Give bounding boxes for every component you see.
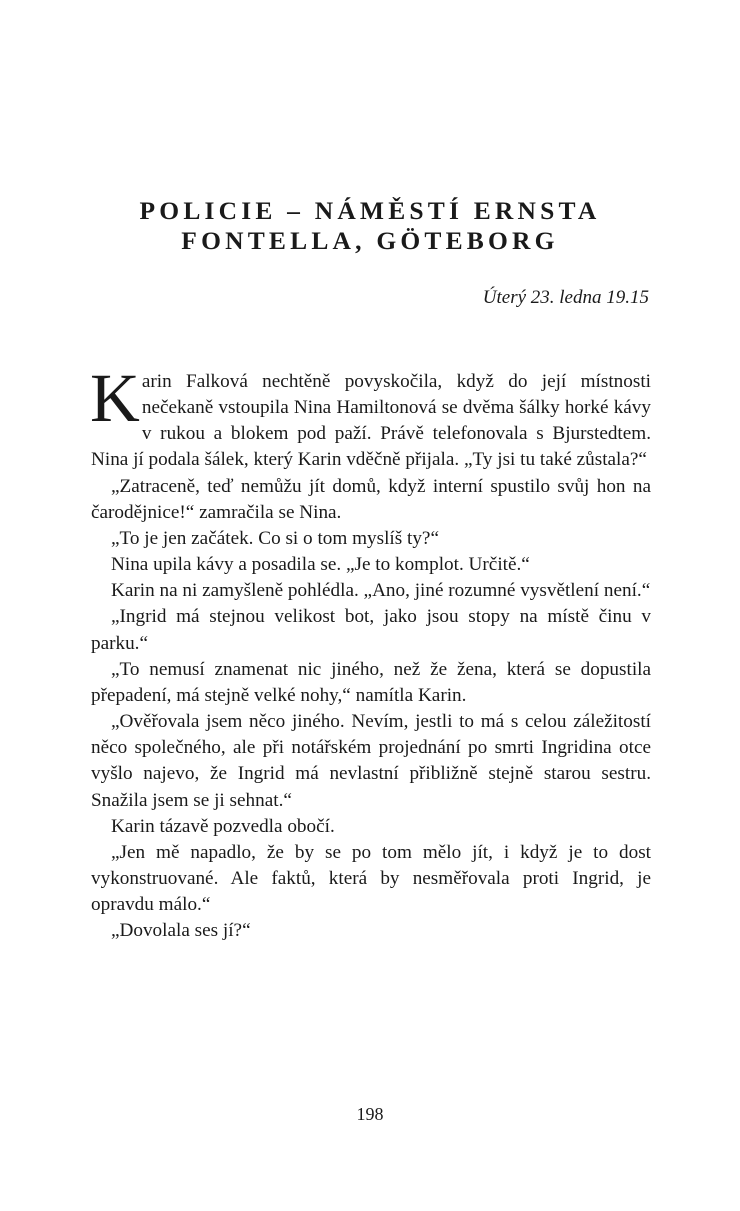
paragraph-1-text: arin Falková nechtěně povyskočila, když do její místnosti nečekaně vstoupila Nina Hamiltonová se dvěma šálky horké kávy v rukou a blokem pod paží. Právě telefonovala s Bjurstedtem. Nina jí podala šálek, který Karin vděčně přijala. „Ty jsi tu také zůstala?“ bbox=[91, 371, 651, 471]
chapter-title-line-1: POLICIE – NÁMĚSTÍ ERNSTA bbox=[139, 196, 601, 225]
paragraph-6: „Ingrid má stejnou velikost bot, jako jsou stopy na místě činu v parku.“ bbox=[91, 606, 651, 654]
drop-cap: K bbox=[90, 360, 140, 436]
chapter-title bbox=[90, 196, 650, 256]
chapter-dateline: Úterý 23. ledna 19.15 bbox=[482, 287, 649, 308]
page-number: 198 bbox=[356, 1104, 384, 1124]
paragraph-4: Nina upila kávy a posadila se. „Je to komplot. Určitě.“ bbox=[111, 554, 530, 576]
body-text bbox=[90, 360, 651, 944]
paragraph-1 bbox=[90, 360, 651, 474]
paragraph-2: „Zatraceně, teď nemůžu jít domů, když interní spustilo svůj hon na čarodějnice!“ zamračila se Nina. bbox=[91, 475, 651, 523]
paragraph-8: „Ověřovala jsem něco jiného. Nevím, jestli to má s celou záležitostí něco společného, ale při notářském projednání po smrti Ingridina otce vyšlo najevo, že Ingrid má nevlastní přibližně stejně starou sestru. Snažila jsem se ji sehnat.“ bbox=[91, 711, 651, 811]
paragraph-5: Karin na ni zamyšleně pohlédla. „Ano, jiné rozumné vysvětlení není.“ bbox=[111, 580, 651, 602]
paragraph-9: Karin tázavě pozvedla obočí. bbox=[111, 815, 335, 837]
chapter-title-line-2: FONTELLA, GÖTEBORG bbox=[181, 226, 559, 255]
paragraph-7: „To nemusí znamenat nic jiného, než že žena, která se dopustila přepadení, má stejně velké nohy,“ namítla Karin. bbox=[91, 658, 651, 706]
paragraph-11: „Dovolala ses jí?“ bbox=[111, 920, 251, 942]
paragraph-3: „To je jen začátek. Co si o tom myslíš ty?“ bbox=[111, 527, 439, 549]
paragraph-10: „Jen mě napadlo, že by se po tom mělo jít, i když je to dost vykonstruované. Ale faktů, která by nesměřovala proti Ingrid, je opravdu málo.“ bbox=[91, 841, 651, 916]
